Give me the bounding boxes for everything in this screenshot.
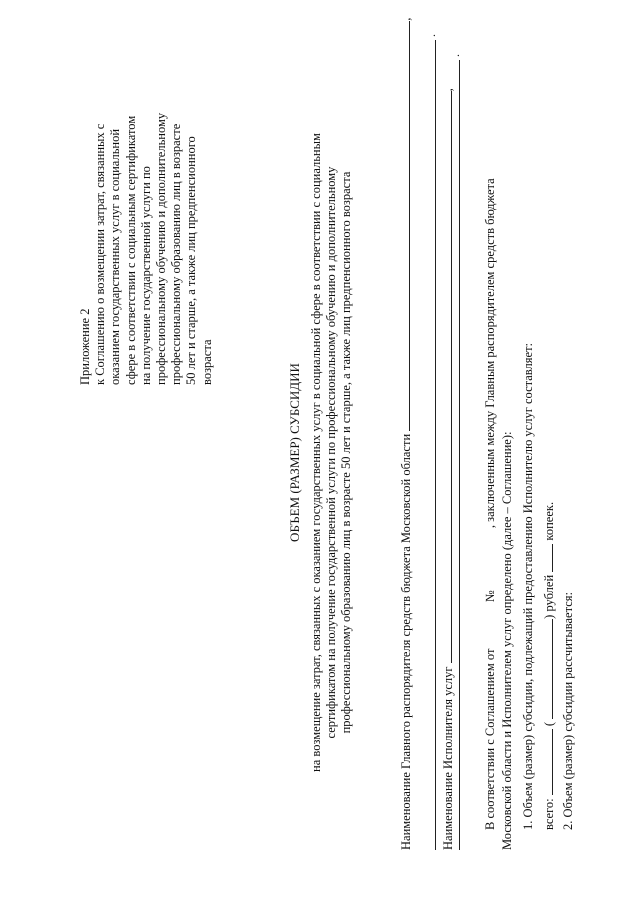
appendix-line: возраста (199, 339, 214, 385)
paren-open: ( (542, 721, 556, 727)
kopecks-blank (541, 544, 553, 572)
total-label: всего: (542, 798, 556, 830)
subtitle-line: профессиональному образованию лиц в возрасте 50 лет и старше, а также лиц предпенсионного возраста (339, 171, 353, 734)
end-comma: , (441, 88, 455, 92)
chief-distributor-field (398, 18, 414, 850)
appendix-line: профессиональному обучению и дополнительному (154, 112, 169, 385)
total-line (541, 502, 557, 830)
item-1: 1. Объем (размер) субсидии, подлежащий предоставлению Исполнителю услуг составляет: (521, 343, 535, 830)
chief-distributor-continuation-line (435, 40, 436, 850)
appendix-line: оказанием государственных услуг в социальной (108, 128, 123, 385)
appendix-line: профессиональному образованию лиц в возрасте (169, 123, 184, 385)
agreement-suffix: , заключенным между Главным распорядителем средств бюджета (483, 178, 497, 529)
appendix-title: Приложение 2 (78, 308, 92, 385)
end-period: . (424, 34, 438, 37)
subtitle-line: сертификатом на получение государственной услуги по профессиональному обучению и дополнительному (324, 166, 338, 739)
agreement-number-sign: № (483, 590, 497, 603)
executor-blank (440, 91, 452, 663)
document-title: ОБЪЕМ (РАЗМЕР) СУБСИДИИ (287, 363, 302, 542)
kopecks-label: копеек. (542, 501, 556, 541)
executor-continuation-line (459, 60, 460, 850)
chief-distributor-label: Наименование Главного распорядителя средств бюджета Московской области (399, 433, 413, 850)
executor-label: Наименование Исполнителя услуг (441, 666, 455, 850)
appendix-block (78, 55, 215, 385)
appendix-line: к Соглашению о возмещении затрат, связанных с (93, 123, 108, 385)
executor-field (440, 88, 456, 850)
agreement-line (483, 178, 498, 830)
agreement-line-2: Московской области и Исполнителем услуг определено (далее – Соглашение): (500, 431, 514, 850)
end-period: . (448, 54, 462, 57)
appendix-line: 50 лет и старше, а также лиц предпенсионного (184, 136, 199, 385)
end-comma: , (399, 17, 413, 21)
appendix-line: сфере в соответствии с социальным сертификатом (123, 115, 138, 385)
amount-in-words-blank (541, 619, 553, 719)
subtitle-line: на возмещение затрат, связанных с оказанием государственных услуг в социальной сфере в соответствии с социальным (309, 133, 323, 772)
chief-distributor-blank (398, 21, 410, 431)
total-amount-blank (541, 729, 553, 795)
rubles-label: ) рублей (542, 574, 556, 619)
item-2: 2. Объем (размер) субсидии рассчитывается: (561, 592, 575, 830)
appendix-line: на получение государственной услуги по (138, 166, 153, 385)
agreement-prefix: В соответствии с Соглашением от (483, 648, 497, 830)
